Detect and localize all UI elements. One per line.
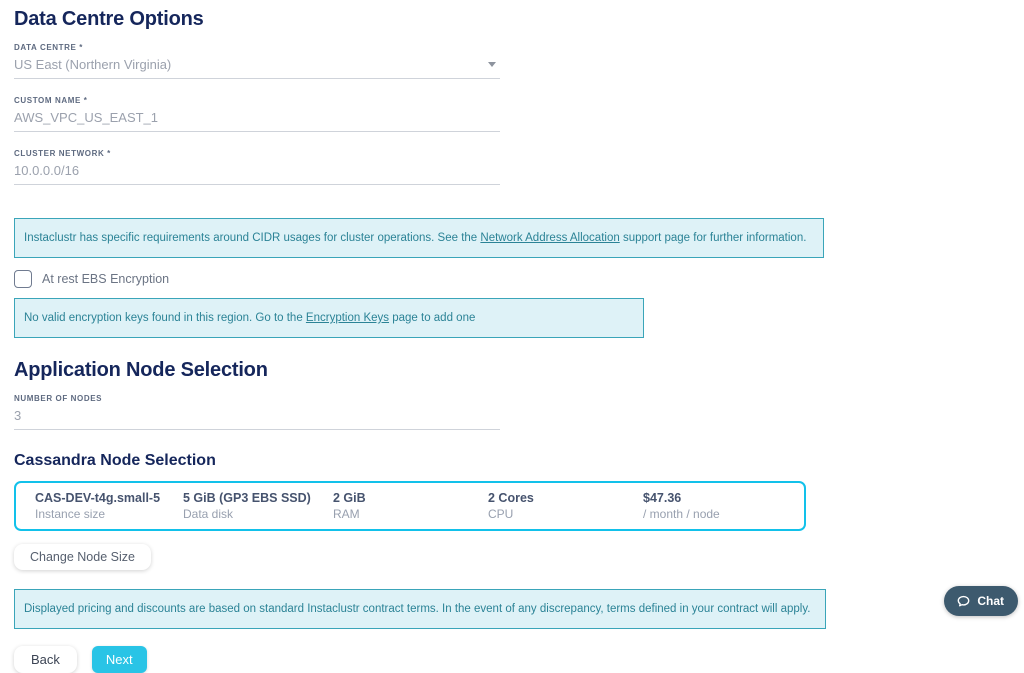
encryption-keys-banner: [14, 298, 644, 338]
custom-name-field: [14, 96, 500, 132]
application-node-selection-title: Application Node Selection: [14, 359, 268, 381]
node-price-value: $47.36: [643, 491, 682, 505]
back-button[interactable]: Back: [14, 646, 77, 673]
selected-node-size-card[interactable]: [14, 481, 806, 531]
custom-name-label: CUSTOM NAME *: [14, 96, 88, 105]
cidr-banner-text: Instaclustr has specific requirements around CIDR usages for cluster operations. See the: [24, 232, 481, 244]
number-of-nodes-value: 3: [14, 408, 22, 423]
encryption-banner-text-after: page to add one: [389, 312, 476, 324]
cluster-network-value: 10.0.0.0/16: [14, 163, 80, 178]
node-ram-value: 2 GiB: [333, 491, 366, 505]
node-data-disk-col: [183, 491, 333, 521]
cassandra-node-selection-title: Cassandra Node Selection: [14, 452, 216, 469]
node-ram-col: [333, 491, 488, 521]
data-centre-select[interactable]: [14, 57, 500, 79]
number-of-nodes-label: NUMBER OF NODES: [14, 394, 103, 403]
footer-actions: [14, 646, 826, 673]
cidr-info-banner: [14, 218, 824, 258]
data-centre-field: [14, 43, 500, 79]
ebs-encryption-row: [14, 268, 826, 290]
cidr-banner-text-after: support page for further information.: [619, 232, 807, 244]
network-address-allocation-link[interactable]: Network Address Allocation: [480, 232, 620, 244]
node-cpu-col: [488, 491, 643, 521]
ebs-encryption-checkbox[interactable]: [14, 270, 32, 288]
node-instance-size-col: [35, 491, 183, 521]
number-of-nodes-input[interactable]: [14, 408, 500, 430]
cluster-network-input[interactable]: [14, 163, 500, 185]
node-ram-label: RAM: [333, 507, 360, 521]
node-price-col: [643, 491, 804, 521]
node-instance-size-label: Instance size: [35, 507, 106, 521]
chat-button-label: Chat: [977, 594, 1004, 608]
encryption-keys-link[interactable]: Encryption Keys: [305, 312, 390, 324]
chat-button[interactable]: [944, 586, 1018, 616]
pricing-disclaimer-text: Displayed pricing and discounts are based on standard Instaclustr contract terms. In the event of any discrepancy, terms defined in your contract will apply.: [24, 603, 811, 615]
ebs-encryption-label: At rest EBS Encryption: [42, 272, 170, 286]
data-centre-label: DATA CENTRE *: [14, 43, 83, 52]
pricing-disclaimer-banner: [14, 589, 826, 629]
cluster-network-field: [14, 149, 500, 185]
chat-bubble-icon: [956, 594, 971, 609]
change-node-size-button[interactable]: Change Node Size: [14, 544, 151, 570]
next-button[interactable]: Next: [92, 646, 147, 673]
custom-name-input[interactable]: [14, 110, 500, 132]
chevron-down-icon: [488, 62, 496, 67]
number-of-nodes-field: [14, 394, 500, 430]
encryption-banner-text: No valid encryption keys found in this region. Go to the: [24, 312, 306, 324]
node-instance-size-value: CAS-DEV-t4g.small-5: [35, 491, 161, 505]
page-title: Data Centre Options: [14, 8, 204, 30]
custom-name-value: AWS_VPC_US_EAST_1: [14, 110, 159, 125]
node-data-disk-value: 5 GiB (GP3 EBS SSD): [183, 491, 311, 505]
data-centre-value: US East (Northern Virginia): [14, 57, 172, 72]
node-cpu-value: 2 Cores: [488, 491, 534, 505]
cluster-network-label: CLUSTER NETWORK *: [14, 149, 111, 158]
node-cpu-label: CPU: [488, 507, 514, 521]
node-data-disk-label: Data disk: [183, 507, 234, 521]
node-price-label: / month / node: [643, 507, 720, 521]
